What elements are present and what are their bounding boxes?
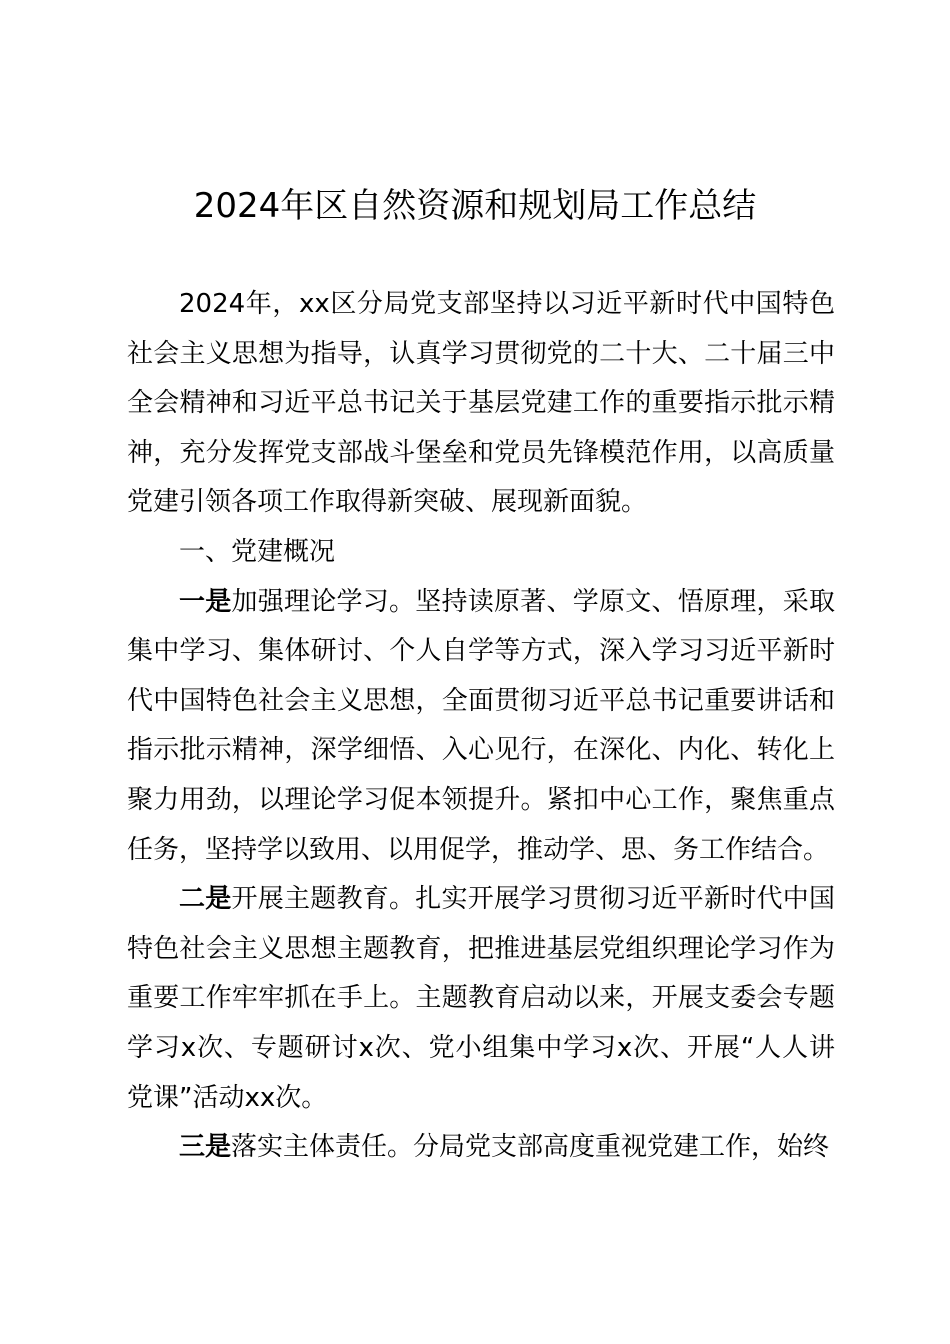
item-lead-3: 三是 bbox=[179, 1132, 232, 1163]
item-lead-2: 二是 bbox=[179, 884, 232, 915]
item-text-3: 落实主体责任。分局党支部高度重视党建工作，始终 bbox=[231, 1132, 830, 1163]
intro-paragraph: 2024年，xx区分局党支部坚持以习近平新时代中国特色社会主义思想为指导，认真学习贯彻党的二十大、二十届三中全会精神和习近平总书记关于基层党建工作的重要指示批示精神，充分发挥党支部战斗堡垒和党员先锋模范作用，以高质量党建引领各项工作取得新突破、展现新面貌。 bbox=[127, 289, 835, 518]
item-text-1: 加强理论学习。坚持读原著、学原文、悟原理，采取集中学习、集体研讨、个人自学等方式，深入学习习近平新时代中国特色社会主义思想，全面贯彻习近平总书记重要讲话和指示批示精神，深学细悟、入心见行，在深化、内化、转化上聚力用劲，以理论学习促本领提升。紧扣中心工作，聚焦重点任务，坚持学以致用、以用促学，推动学、思、务工作结合。 bbox=[127, 586, 835, 865]
item-paragraph-3 bbox=[127, 1123, 835, 1173]
document-title: 2024年区自然资源和规划局工作总结 bbox=[193, 186, 757, 226]
item-lead-1: 一是 bbox=[179, 586, 232, 617]
item-paragraph-2 bbox=[127, 875, 835, 1123]
item-paragraph-1 bbox=[127, 578, 835, 876]
document-body bbox=[127, 280, 835, 1173]
item-text-2: 开展主题教育。扎实开展学习贯彻习近平新时代中国特色社会主义思想主题教育，把推进基层党组织理论学习作为重要工作牢牢抓在手上。主题教育启动以来，开展支委会专题学习x次、专题研讨x次、党小组集中学习x次、开展“人人讲党课”活动xx次。 bbox=[127, 884, 835, 1113]
section-heading: 一、党建概况 bbox=[179, 536, 336, 567]
